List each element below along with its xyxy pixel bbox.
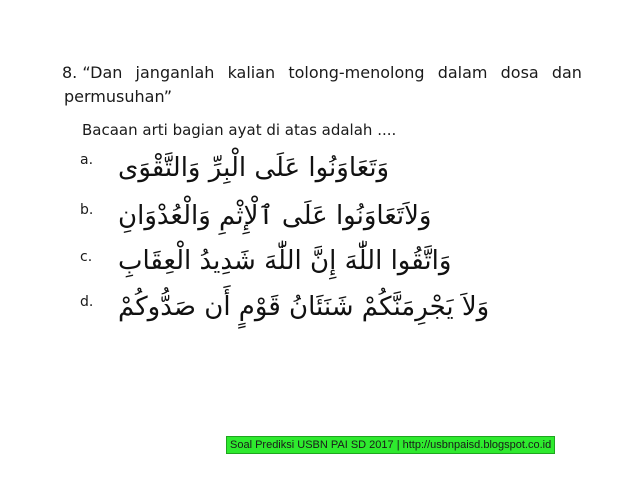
question-text: [62, 61, 582, 109]
question-word: dalam: [437, 63, 488, 82]
option-b-arabic-text[interactable]: وَلاَتَعَاوَنُوا عَلَى ٱلْإِثْمِ وَالْعُدْوَانِ: [118, 201, 432, 231]
option-b-label[interactable]: b.: [80, 202, 94, 218]
option-a-label[interactable]: a.: [80, 152, 94, 168]
question-word: janganlah: [135, 63, 215, 82]
question-number-and-word: [62, 61, 122, 85]
question-word: dan: [551, 63, 582, 82]
question-word: “Dan: [82, 63, 123, 82]
option-d-label[interactable]: d.: [80, 294, 94, 310]
option-c-arabic-text[interactable]: وَاتَّقُوا اللّٰهَ إِنَّ اللّٰهَ شَدِيدُ الْعِقَابِ: [118, 246, 452, 276]
question-line-1: [62, 61, 582, 85]
question-prompt: Bacaan arti bagian ayat di atas adalah ....: [82, 121, 397, 139]
option-c-label[interactable]: c.: [80, 249, 93, 265]
question-number: 8.: [62, 63, 78, 82]
footer-source-banner: Soal Prediksi USBN PAI SD 2017 | http://usbnpaisd.blogspot.co.id: [226, 436, 555, 454]
option-a-arabic-text[interactable]: وَتَعَاوَنُوا عَلَى الْبِرِّ وَالتَّقْوَى: [118, 153, 390, 183]
question-word: dosa: [500, 63, 539, 82]
question-line-2: permusuhan”: [64, 87, 172, 106]
question-word: tolong-menolong: [288, 63, 425, 82]
option-d-arabic-text[interactable]: وَلاَ يَجْرِمَنَّكُمْ شَنَئَانُ قَوْمٍ أَن صَدُّوكُمْ: [118, 292, 490, 322]
question-word: kalian: [227, 63, 276, 82]
